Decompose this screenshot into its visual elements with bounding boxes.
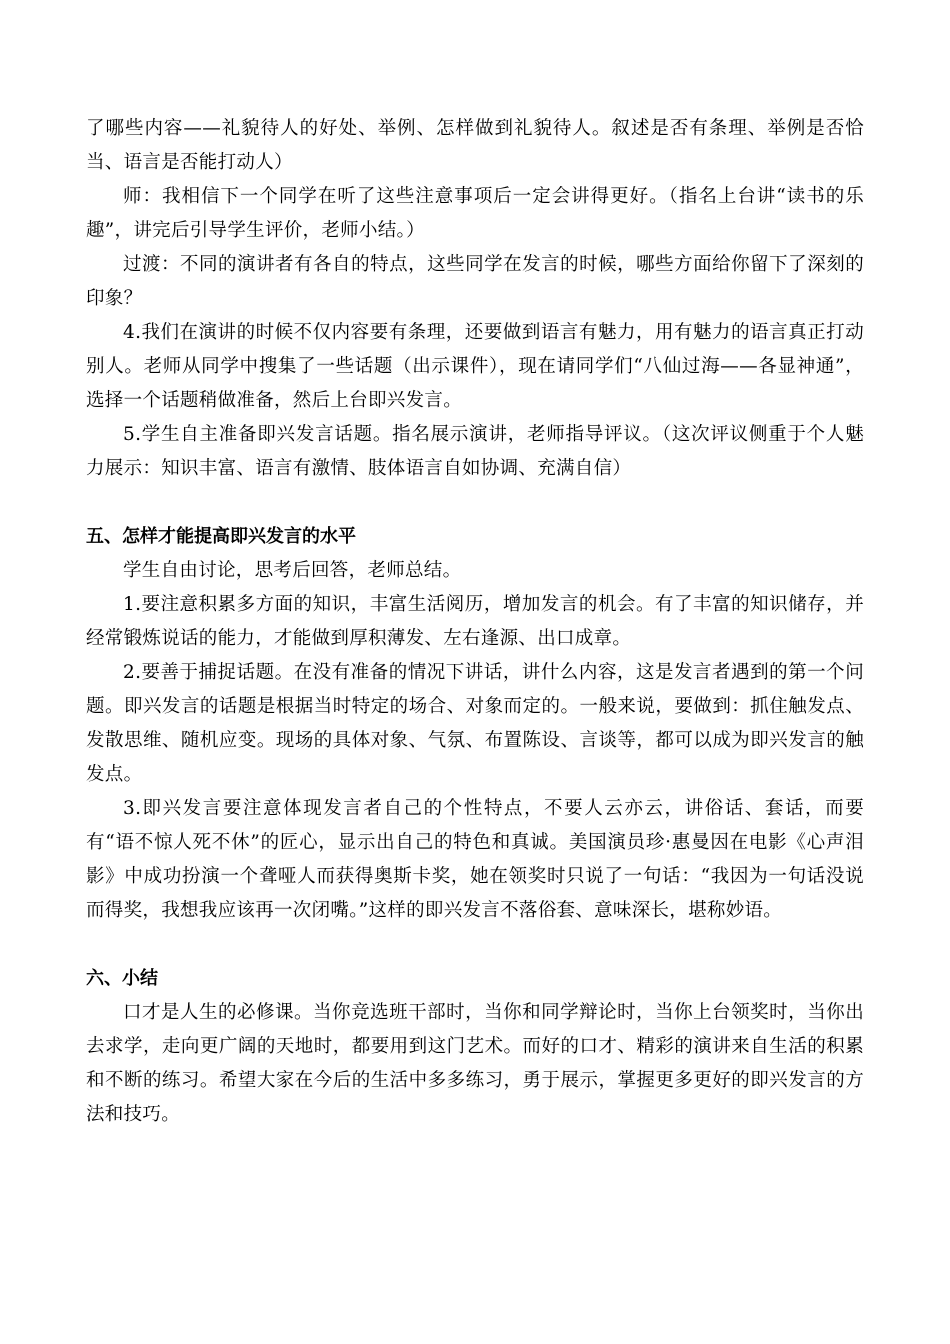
paragraph-teacher-remark: 师：我相信下一个同学在听了这些注意事项后一定会讲得更好。（指名上台讲“读书的乐趣”，讲完后引导学生评价，老师小结。） [86, 186, 864, 241]
paragraph-step-5: 5.学生自主准备即兴发言话题。指名展示演讲，老师指导评议。（这次评议侧重于个人魅力展示：知识丰富、语言有激情、肢体语言自如协调、充满自信） [86, 424, 864, 479]
paragraph-step-4: 4.我们在演讲的时候不仅内容要有条理，还要做到语言有魅力，用有魅力的语言真正打动别人。老师从同学中搜集了一些话题（出示课件），现在请同学们“八仙过海——各显神通”，选择一个话题稍做准备，然后上台即兴发言。 [86, 322, 864, 411]
paragraph-transition: 过渡：不同的演讲者有各自的特点，这些同学在发言的时候，哪些方面给你留下了深刻的印象？ [86, 254, 864, 309]
section-spacer [86, 928, 864, 962]
paragraph-point-3: 3.即兴发言要注意体现发言者自己的个性特点，不要人云亦云，讲俗话、套话，而要有“语不惊人死不休”的匠心，显示出自己的特色和真诚。美国演员珍·惠曼因在电影《心声泪影》中成功扮演一个聋哑人而获得奥斯卡奖，她在领奖时只说了一句话：“我因为一句话没说而得奖，我想我应该再一次闭嘴。”这样的即兴发言不落俗套、意味深长，堪称妙语。 [86, 798, 864, 921]
paragraph-summary: 口才是人生的必修课。当你竞选班干部时，当你和同学辩论时，当你上台领奖时，当你出去求学，走向更广阔的天地时，都要用到这门艺术。而好的口才、精彩的演讲来自生活的积累和不断的练习。希望大家在今后的生活中多多练习，勇于展示，掌握更多更好的即兴发言的方法和技巧。 [86, 1002, 864, 1125]
section-heading-5: 五、怎样才能提高即兴发言的水平 [86, 526, 356, 547]
section-heading-6: 六、小结 [86, 968, 158, 989]
document-page [86, 112, 864, 1132]
paragraph-point-1: 1.要注意积累多方面的知识，丰富生活阅历，增加发言的机会。有了丰富的知识储存，并经常锻炼说话的能力，才能做到厚积薄发、左右逢源、出口成章。 [86, 594, 864, 649]
paragraph-section5-intro: 学生自由讨论，思考后回答，老师总结。 [123, 560, 462, 581]
section-spacer [86, 486, 864, 520]
paragraph-point-2: 2.要善于捕捉话题。在没有准备的情况下讲话，讲什么内容，这是发言者遇到的第一个问题。即兴发言的话题是根据当时特定的场合、对象而定的。一般来说，要做到：抓住触发点、发散思维、随机应变。现场的具体对象、气氛、布置陈设、言谈等，都可以成为即兴发言的触发点。 [86, 662, 864, 785]
paragraph-continued: 了哪些内容——礼貌待人的好处、举例、怎样做到礼貌待人。叙述是否有条理、举例是否恰当、语言是否能打动人） [86, 118, 864, 173]
